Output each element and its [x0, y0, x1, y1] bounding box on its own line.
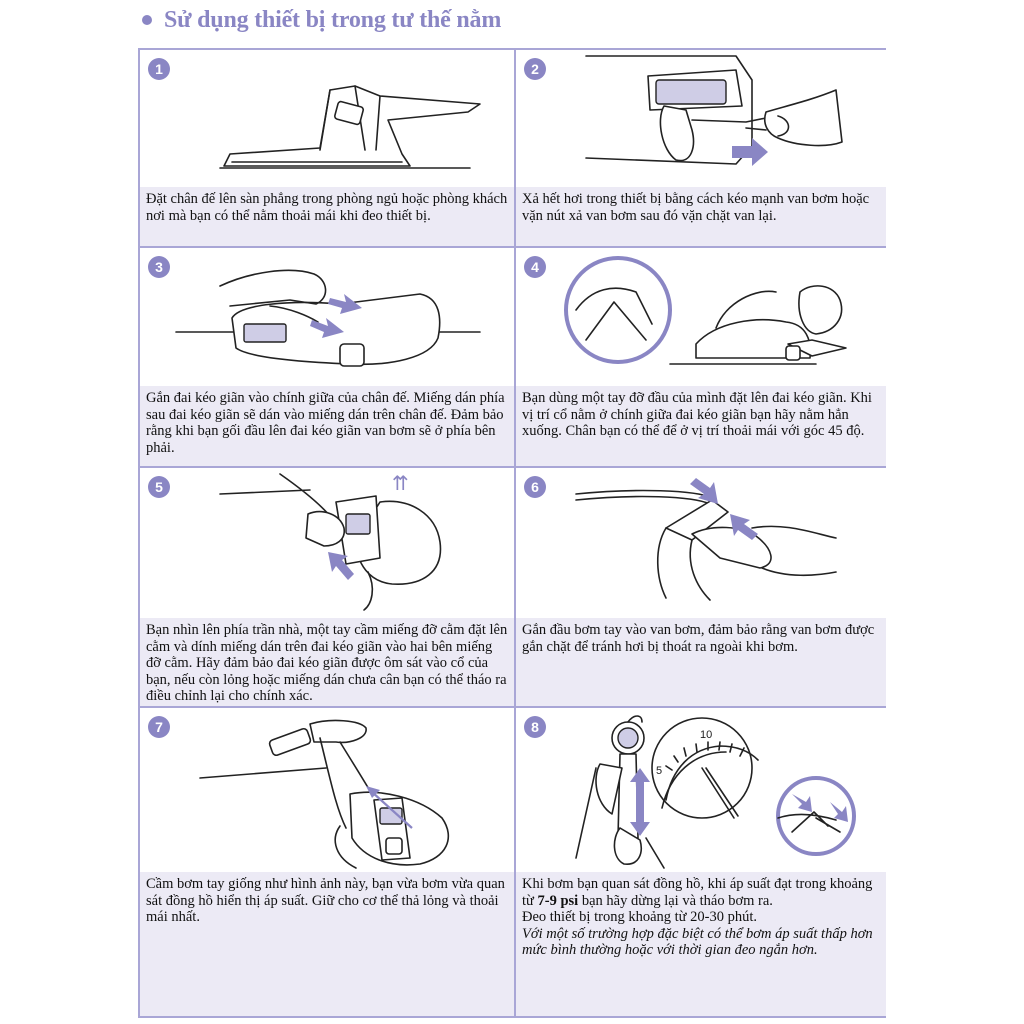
step-1-illustration: [140, 50, 514, 187]
gauge-label-5: 5: [656, 765, 663, 777]
chin-pad-icon: [140, 468, 514, 618]
step-number-badge: 4: [524, 256, 546, 278]
up-arrows-icon: ⇈: [392, 471, 409, 495]
column-divider: [514, 50, 516, 1016]
step-number-badge: 7: [148, 716, 170, 738]
step-4: [516, 248, 886, 466]
gauge-label-10: 10: [700, 729, 713, 741]
step-number-badge: 8: [524, 716, 546, 738]
step-7: [140, 708, 514, 1016]
step-number-badge: 3: [148, 256, 170, 278]
step-5-text: Bạn nhìn lên phía trần nhà, một tay cầm miếng đỡ cằm đặt lên cằm và dính miếng dán trên đai kéo giãn vào hai bên miếng đỡ cằm. Hãy đảm bảo đai kéo giãn được ôm sát vào cổ của bạn, nếu còn lỏng hoặc miếng dán chưa cân bạn có thể tháo ra điều chỉnh lại cho chính xác.: [140, 618, 514, 706]
step-6-illustration: [516, 468, 886, 618]
step-6: [516, 468, 886, 706]
pressure-range: 7-9 psi: [537, 892, 579, 909]
step-3: [140, 248, 514, 466]
step-number-badge: 5: [148, 476, 170, 498]
step-8-text-a: Khi bơm bạn quan sát đồng hồ, khi áp suất đạt trong khoảng từ: [522, 876, 873, 909]
page-header: [142, 0, 501, 40]
step-1-text: Đặt chân đế lên sàn phẳng trong phòng ngủ hoặc phòng khách nơi mà bạn có thể nằm thoải mái khi đeo thiết bị.: [140, 187, 514, 246]
step-8: [516, 708, 886, 1016]
release-valve-icon: [516, 50, 886, 187]
pressure-gauge-icon: [516, 708, 886, 872]
step-8-text: [516, 872, 886, 1016]
bullet-dot: [142, 15, 152, 25]
step-number-badge: 2: [524, 58, 546, 80]
step-1: [140, 50, 514, 246]
step-8-text-c: Đeo thiết bị trong khoảng từ 20-30 phút.: [522, 909, 757, 925]
page-title: Sử dụng thiết bị trong tư thế nằm: [164, 6, 502, 33]
step-8-text-b: bạn hãy dừng lại và tháo bơm ra.: [578, 892, 773, 909]
step-3-text: Gắn đai kéo giãn vào chính giữa của chân đế. Miếng dán phía sau đai kéo giãn sẽ dán vào miếng dán trên chân đế. Đảm bảo rằng khi bạn gối đầu lên đai kéo giãn van bơm sẽ ở phía bên phải.: [140, 386, 514, 466]
step-6-text: Gắn đầu bơm tay vào van bơm, đảm bảo rằng van bơm được gắn chặt để tránh hơi bị thoát ra ngoài khi bơm.: [516, 618, 886, 706]
step-2-text: Xả hết hơi trong thiết bị bằng cách kéo mạnh van bơm hoặc vặn nút xả van bơm sau đó vặn chặt van lại.: [516, 187, 886, 246]
step-7-illustration: [140, 708, 514, 872]
base-stand-icon: [140, 50, 514, 187]
step-5: [140, 468, 514, 706]
step-3-illustration: [140, 248, 514, 386]
step-4-illustration: [516, 248, 886, 386]
step-number-badge: 1: [148, 58, 170, 80]
step-2-illustration: [516, 50, 886, 187]
attach-pump-icon: [516, 468, 886, 618]
step-5-illustration: [140, 468, 514, 618]
attach-strap-icon: [140, 248, 514, 386]
step-2: [516, 50, 886, 246]
lying-down-icon: [516, 248, 886, 386]
step-8-note: Với một số trường hợp đặc biệt có thể bơm áp suất thấp hơn mức bình thường hoặc với thời gian đeo ngắn hơn.: [522, 925, 873, 958]
instruction-grid: [138, 48, 886, 1018]
step-7-text: Cầm bơm tay giống như hình ảnh này, bạn vừa bơm vừa quan sát đồng hồ hiển thị áp suất. Giữ cho cơ thể thả lỏng và thoải mái nhất.: [140, 872, 514, 1016]
step-number-badge: 6: [524, 476, 546, 498]
pumping-icon: [140, 708, 514, 872]
step-8-illustration: [516, 708, 886, 872]
step-4-text: Bạn dùng một tay đỡ đầu của mình đặt lên đai kéo giãn. Khi vị trí cổ nằm ở chính giữa đai kéo giãn bạn hãy nằm hẳn xuống. Chân bạn có thể để ở vị trí thoải mái với góc 45 độ.: [516, 386, 886, 466]
